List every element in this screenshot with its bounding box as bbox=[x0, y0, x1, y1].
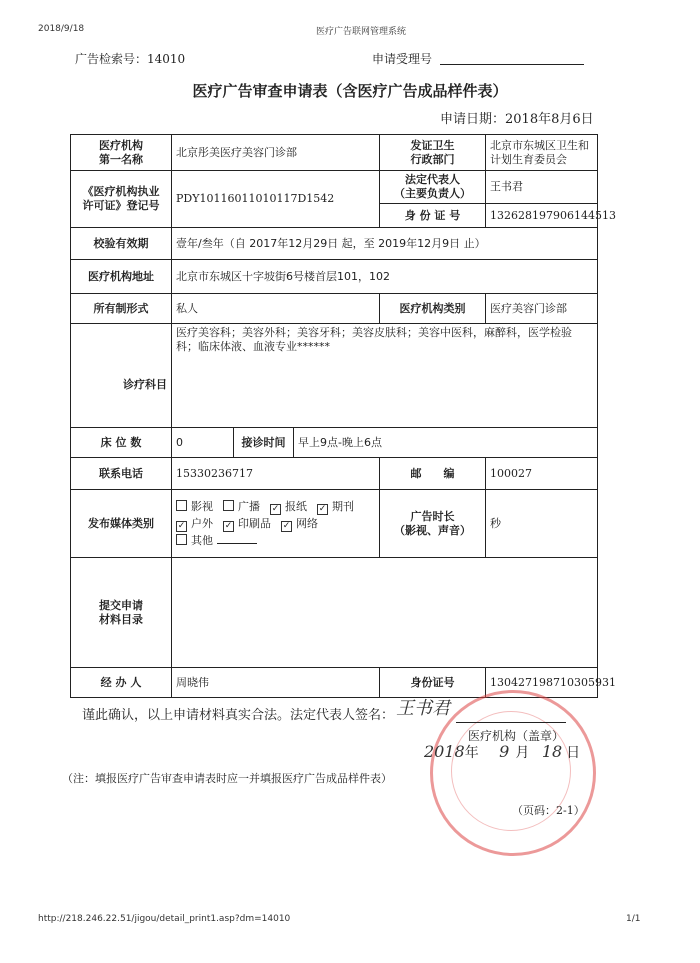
media-option[interactable] bbox=[223, 515, 271, 532]
media-option[interactable] bbox=[270, 498, 307, 515]
rep-label: 法定代表人 （主要负责人） bbox=[380, 171, 486, 204]
media-checkbox[interactable] bbox=[223, 500, 234, 511]
media-checkbox[interactable] bbox=[317, 504, 328, 515]
handler-label: 经 办 人 bbox=[71, 668, 172, 698]
subjects-label bbox=[71, 324, 172, 428]
media-checkbox[interactable] bbox=[270, 504, 281, 515]
apply-date: 申请日期：2018年8月6日 bbox=[440, 112, 594, 127]
seal-date bbox=[424, 742, 580, 762]
phone-value: 15330236717 bbox=[172, 458, 380, 490]
print-url: http://218.246.22.51/jigou/detail_print1.asp?dm=14010 bbox=[38, 914, 291, 924]
media-checkbox[interactable] bbox=[176, 500, 187, 511]
media-option-label: 广播 bbox=[238, 500, 260, 513]
ad-duration-label: 广告时长 （影视、声音） bbox=[380, 490, 486, 558]
id-value: 132628197906144513 bbox=[486, 204, 598, 228]
media-checkbox[interactable] bbox=[176, 521, 187, 532]
materials-value bbox=[172, 558, 598, 668]
subjects-value: 医疗美容科；美容外科；美容牙科；美容皮肤科；美容中医科，麻醉科，医学检验科；临床体液、血液专业****** bbox=[172, 324, 598, 428]
media-checkbox[interactable] bbox=[281, 521, 292, 532]
org-name-value: 北京彤美医疗美容门诊部 bbox=[172, 135, 380, 171]
seal-month-suffix: 月 bbox=[515, 745, 530, 761]
seal-day-suffix: 日 bbox=[566, 745, 581, 761]
ownership-label: 所有制形式 bbox=[71, 294, 172, 324]
media-option-label: 影视 bbox=[191, 500, 213, 513]
handler-id-value: 130427198710305931 bbox=[486, 668, 598, 698]
license-value: PDY10116011010117D1542 bbox=[172, 171, 380, 228]
address-label: 医疗机构地址 bbox=[71, 260, 172, 294]
media-option[interactable] bbox=[317, 498, 354, 515]
rep-signature: 王书君 bbox=[396, 698, 450, 719]
ad-search-number: 广告检索号：14010 bbox=[75, 52, 186, 66]
media-option[interactable] bbox=[281, 515, 318, 532]
media-option[interactable] bbox=[176, 532, 213, 549]
ownership-value: 私人 bbox=[172, 294, 380, 324]
seal-day: 18 bbox=[541, 742, 563, 761]
media-checkbox[interactable] bbox=[176, 534, 187, 545]
category-label: 医疗机构类别 bbox=[380, 294, 486, 324]
official-seal bbox=[430, 690, 596, 856]
media-option-label: 网络 bbox=[296, 517, 318, 530]
rep-value: 王书君 bbox=[486, 171, 598, 204]
postcode-value: 100027 bbox=[486, 458, 598, 490]
print-title: 医疗广告联网管理系统 bbox=[316, 27, 407, 37]
media-option-label: 户外 bbox=[191, 517, 213, 530]
postcode-label: 邮 编 bbox=[380, 458, 486, 490]
signature-line bbox=[456, 722, 566, 723]
seal-year-suffix: 年 bbox=[464, 745, 479, 761]
id-label: 身 份 证 号 bbox=[380, 204, 486, 228]
org-name-label: 医疗机构 第一名称 bbox=[71, 135, 172, 171]
handler-id-label: 身份证号 bbox=[380, 668, 486, 698]
media-option[interactable] bbox=[223, 498, 260, 515]
page-indicator: （页码：2-1） bbox=[512, 804, 585, 817]
org-seal-label: 医疗机构（盖章） bbox=[468, 729, 565, 743]
beds-value: 0 bbox=[172, 428, 234, 458]
subjects-label-text: 诊疗科目 bbox=[123, 377, 167, 391]
validity-value: 壹年/叁年（自 2017年12月29日 起，至 2019年12月9日 止） bbox=[172, 228, 598, 260]
media-other-blank[interactable] bbox=[217, 543, 257, 544]
validity-label: 校验有效期 bbox=[71, 228, 172, 260]
phone-label: 联系电话 bbox=[71, 458, 172, 490]
media-label: 发布媒体类别 bbox=[71, 490, 172, 558]
materials-label: 提交申请 材料目录 bbox=[71, 558, 172, 668]
seal-year: 2018 bbox=[424, 742, 465, 761]
seal-month: 9 bbox=[499, 742, 510, 761]
ad-duration-value: 秒 bbox=[486, 490, 598, 558]
application-form bbox=[70, 134, 616, 698]
beds-label: 床 位 数 bbox=[71, 428, 172, 458]
media-option-label: 期刊 bbox=[332, 500, 354, 513]
category-value: 医疗美容门诊部 bbox=[486, 294, 598, 324]
document-title: 医疗广告审查申请表（含医疗广告成品样件表） bbox=[192, 82, 508, 100]
accept-number-line bbox=[440, 64, 584, 65]
media-option[interactable] bbox=[176, 498, 213, 515]
handler-value: 周晓伟 bbox=[172, 668, 380, 698]
print-page-count: 1/1 bbox=[626, 914, 641, 924]
license-label: 《医疗机构执业 许可证》登记号 bbox=[71, 171, 172, 228]
issuer-label: 发证卫生 行政部门 bbox=[380, 135, 486, 171]
media-checkbox[interactable] bbox=[223, 521, 234, 532]
media-option-label: 报纸 bbox=[285, 500, 307, 513]
media-option[interactable] bbox=[176, 515, 213, 532]
print-date: 2018/9/18 bbox=[38, 24, 85, 34]
confirm-statement: 谨此确认，以上申请材料真实合法。法定代表人签名： bbox=[82, 708, 395, 723]
hours-label: 接诊时间 bbox=[234, 428, 294, 458]
footnote: （注：填报医疗广告审查申请表时应一并填报医疗广告成品样件表） bbox=[62, 772, 392, 785]
issuer-value: 北京市东城区卫生和计划生育委员会 bbox=[486, 135, 598, 171]
media-options bbox=[172, 490, 380, 558]
media-option-label: 印刷品 bbox=[238, 517, 271, 530]
hours-value: 早上9点-晚上6点 bbox=[294, 428, 598, 458]
media-option-label: 其他 bbox=[191, 534, 213, 547]
address-value: 北京市东城区十字坡街6号楼首层101，102 bbox=[172, 260, 598, 294]
accept-number-label: 申请受理号 bbox=[372, 52, 433, 66]
